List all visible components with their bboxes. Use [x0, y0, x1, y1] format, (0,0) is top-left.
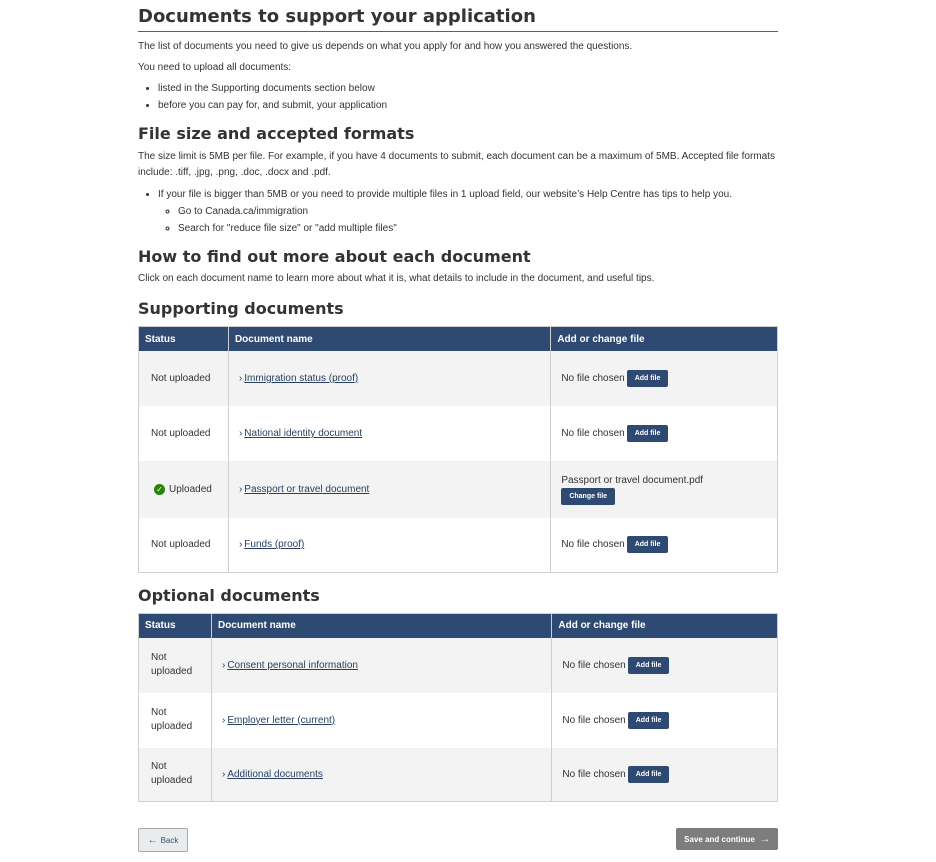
file-size-text: The size limit is 5MB per file. For example, if you have 4 documents to submit, each document can be a maximum of 5MB. Accepted file formats include: .tiff, .jpg, .png, .doc, .docx and .pdf. [138, 151, 775, 178]
status-cell: Not uploaded [139, 518, 229, 572]
chevron-right-icon: › [221, 768, 226, 780]
column-header-status: Status [139, 327, 229, 352]
status-cell: Not uploaded [139, 351, 229, 406]
file-status: No file chosen [562, 768, 626, 780]
chevron-right-icon: › [238, 373, 243, 384]
add-file-button[interactable]: Add file [628, 712, 670, 729]
column-header-document-name: Document name [211, 613, 551, 638]
upload-requirements-list [138, 80, 778, 114]
file-size-list [138, 186, 778, 203]
status-cell: Not [151, 761, 167, 773]
status-cell: Uploaded [169, 484, 212, 496]
save-label: Save and continue [684, 834, 755, 844]
table-row: Not uploaded › Consent personal information No file chosen Add file [139, 638, 778, 693]
column-header-file: Add or change file [552, 613, 778, 638]
add-file-button[interactable]: Add file [628, 766, 670, 783]
file-name: Passport or travel document.pdf [561, 474, 704, 486]
list-item: • before you can pay for, and submit, your application [158, 97, 778, 114]
document-link[interactable]: Passport or travel document [244, 484, 370, 495]
status-cell: Not [151, 652, 167, 663]
list-item: ◦ Go to Canada.ca/immigration [178, 203, 778, 220]
find-out-heading: How to find out more about each document [138, 247, 531, 266]
column-header-status: Status [139, 613, 212, 638]
file-status: No file chosen [562, 714, 626, 726]
document-link[interactable]: Immigration status (proof) [244, 373, 359, 384]
check-circle-icon: ✓ [154, 484, 165, 495]
status-cell: Not uploaded [139, 406, 229, 461]
chevron-right-icon: › [221, 659, 226, 671]
table-row: Not uploaded › Additional documents No file chosen Add file [139, 748, 778, 802]
supporting-documents-table [138, 326, 778, 573]
list-item: ◦ Search for "reduce file size" or "add multiple files" [178, 220, 778, 237]
document-link[interactable]: Additional documents [227, 768, 323, 780]
change-file-button[interactable]: Change file [561, 488, 615, 505]
chevron-right-icon: › [221, 714, 226, 726]
page-title: Documents to support your application [138, 6, 778, 32]
add-file-button[interactable]: Add file [627, 370, 669, 387]
document-link[interactable]: Employer letter (current) [227, 714, 336, 726]
list-item: • listed in the Supporting documents section below [158, 80, 778, 97]
file-status: No file chosen [561, 373, 625, 385]
optional-documents-heading: Optional documents [138, 585, 320, 605]
arrow-right-icon: → [759, 833, 770, 845]
find-out-text: Click on each document name to learn more about what it is, what details to include in the document, and useful tips. [138, 273, 655, 284]
chevron-right-icon: › [238, 539, 243, 551]
table-row [139, 406, 778, 461]
file-status: No file chosen [561, 428, 625, 440]
intro-text-2: You need to upload all documents: [138, 62, 292, 73]
document-link[interactable]: National identity document [244, 428, 363, 439]
supporting-documents-heading: Supporting documents [138, 299, 344, 318]
file-status: No file chosen [561, 539, 625, 551]
optional-documents-table [138, 613, 778, 803]
chevron-right-icon: › [238, 428, 243, 439]
save-and-continue-button[interactable] [676, 828, 778, 850]
status-cell: Not [151, 707, 167, 718]
add-file-button[interactable]: Add file [627, 536, 669, 553]
add-file-button[interactable]: Add file [627, 425, 669, 442]
chevron-right-icon: › [238, 484, 243, 495]
list-item: • If your file is bigger than 5MB or you need to provide multiple files in 1 upload field, our website’s Help Centre has tips to help you. [158, 186, 778, 203]
table-row [139, 461, 778, 518]
table-row: Not uploaded › Employer letter (current) No file chosen Add file [139, 693, 778, 748]
back-button[interactable] [138, 828, 188, 852]
column-header-document-name: Document name [228, 327, 550, 352]
intro-text: The list of documents you need to give us depends on what you apply for and how you answered the questions. [138, 41, 633, 52]
back-label: Back [160, 835, 179, 845]
arrow-left-icon: ← [147, 834, 158, 846]
file-status: No file chosen [562, 659, 626, 671]
file-size-sublist [138, 203, 778, 237]
table-row [139, 351, 778, 406]
main-content [138, 0, 778, 846]
file-size-heading: File size and accepted formats [138, 124, 415, 143]
table-row [139, 518, 778, 572]
add-file-button[interactable]: Add file [628, 657, 670, 674]
document-link[interactable]: Consent personal information [227, 659, 358, 671]
column-header-file: Add or change file [551, 327, 778, 352]
document-link[interactable]: Funds (proof) [244, 539, 305, 551]
